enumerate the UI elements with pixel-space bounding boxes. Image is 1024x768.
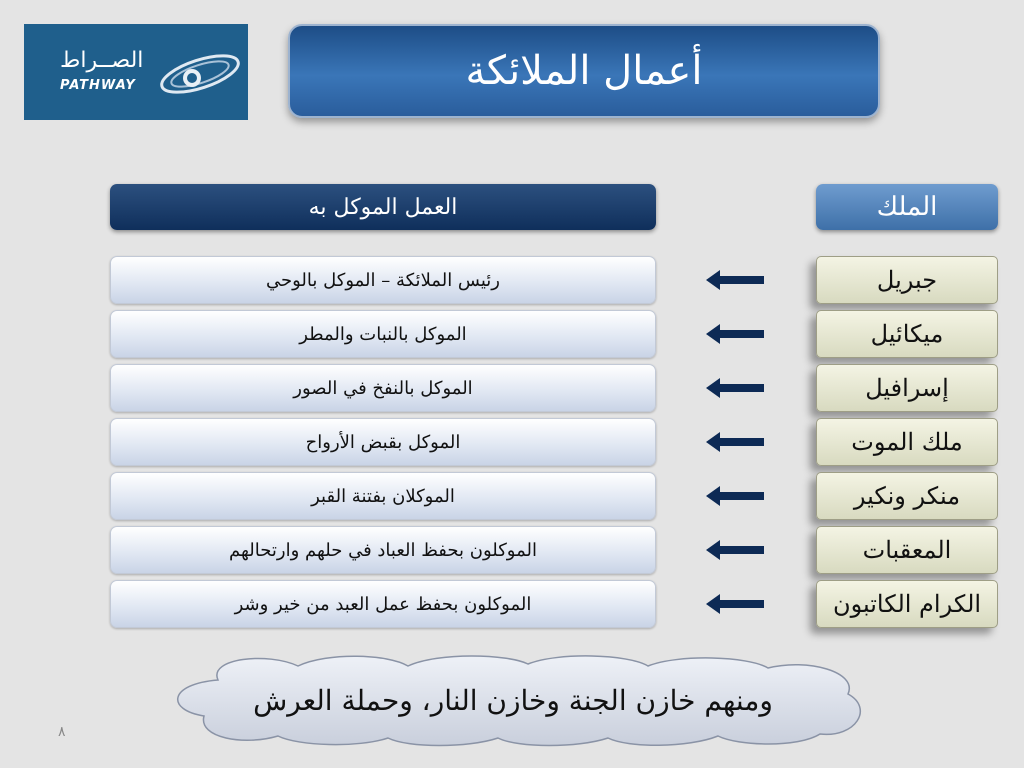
table-row [0, 418, 1024, 466]
arrow-left-icon [706, 594, 764, 614]
arrow-left-icon [706, 486, 764, 506]
table-row [0, 310, 1024, 358]
page-number: ٨ [58, 724, 66, 740]
work-cell: رئيس الملائكة – الموكل بالوحي [110, 256, 656, 304]
table-row [0, 472, 1024, 520]
slide-title: أعمال الملائكة [288, 24, 880, 118]
header-work: العمل الموكل به [110, 184, 656, 230]
arrow-left-icon [706, 270, 764, 290]
angel-cell: المعقبات [816, 526, 998, 574]
table-row [0, 526, 1024, 574]
angel-cell: الكرام الكاتبون [816, 580, 998, 628]
angel-cell: ميكائيل [816, 310, 998, 358]
arrow-left-icon [706, 378, 764, 398]
angel-cell: جبريل [816, 256, 998, 304]
angel-cell: إسرافيل [816, 364, 998, 412]
arrow-left-icon [706, 324, 764, 344]
table-row [0, 256, 1024, 304]
work-cell: الموكلان بفتنة القبر [110, 472, 656, 520]
work-cell: الموكلون بحفظ العباد في حلهم وارتحالهم [110, 526, 656, 574]
arrow-left-icon [706, 540, 764, 560]
work-cell: الموكل بالنفخ في الصور [110, 364, 656, 412]
arrow-left-icon [706, 432, 764, 452]
angel-cell: منكر ونكير [816, 472, 998, 520]
cloud-text: ومنهم خازن الجنة وخازن النار، وحملة العرش [253, 683, 773, 717]
logo-swirl-icon [152, 42, 242, 102]
cloud-callout [148, 650, 878, 750]
logo-english-text: PATHWAY [60, 78, 136, 93]
logo [24, 24, 248, 120]
work-cell: الموكل بقبض الأرواح [110, 418, 656, 466]
work-cell: الموكل بالنبات والمطر [110, 310, 656, 358]
header-angel: الملك [816, 184, 998, 230]
work-cell: الموكلون بحفظ عمل العبد من خير وشر [110, 580, 656, 628]
angel-cell: ملك الموت [816, 418, 998, 466]
table-row [0, 580, 1024, 628]
logo-arabic-text: الصــراط [60, 48, 144, 73]
table-row [0, 364, 1024, 412]
